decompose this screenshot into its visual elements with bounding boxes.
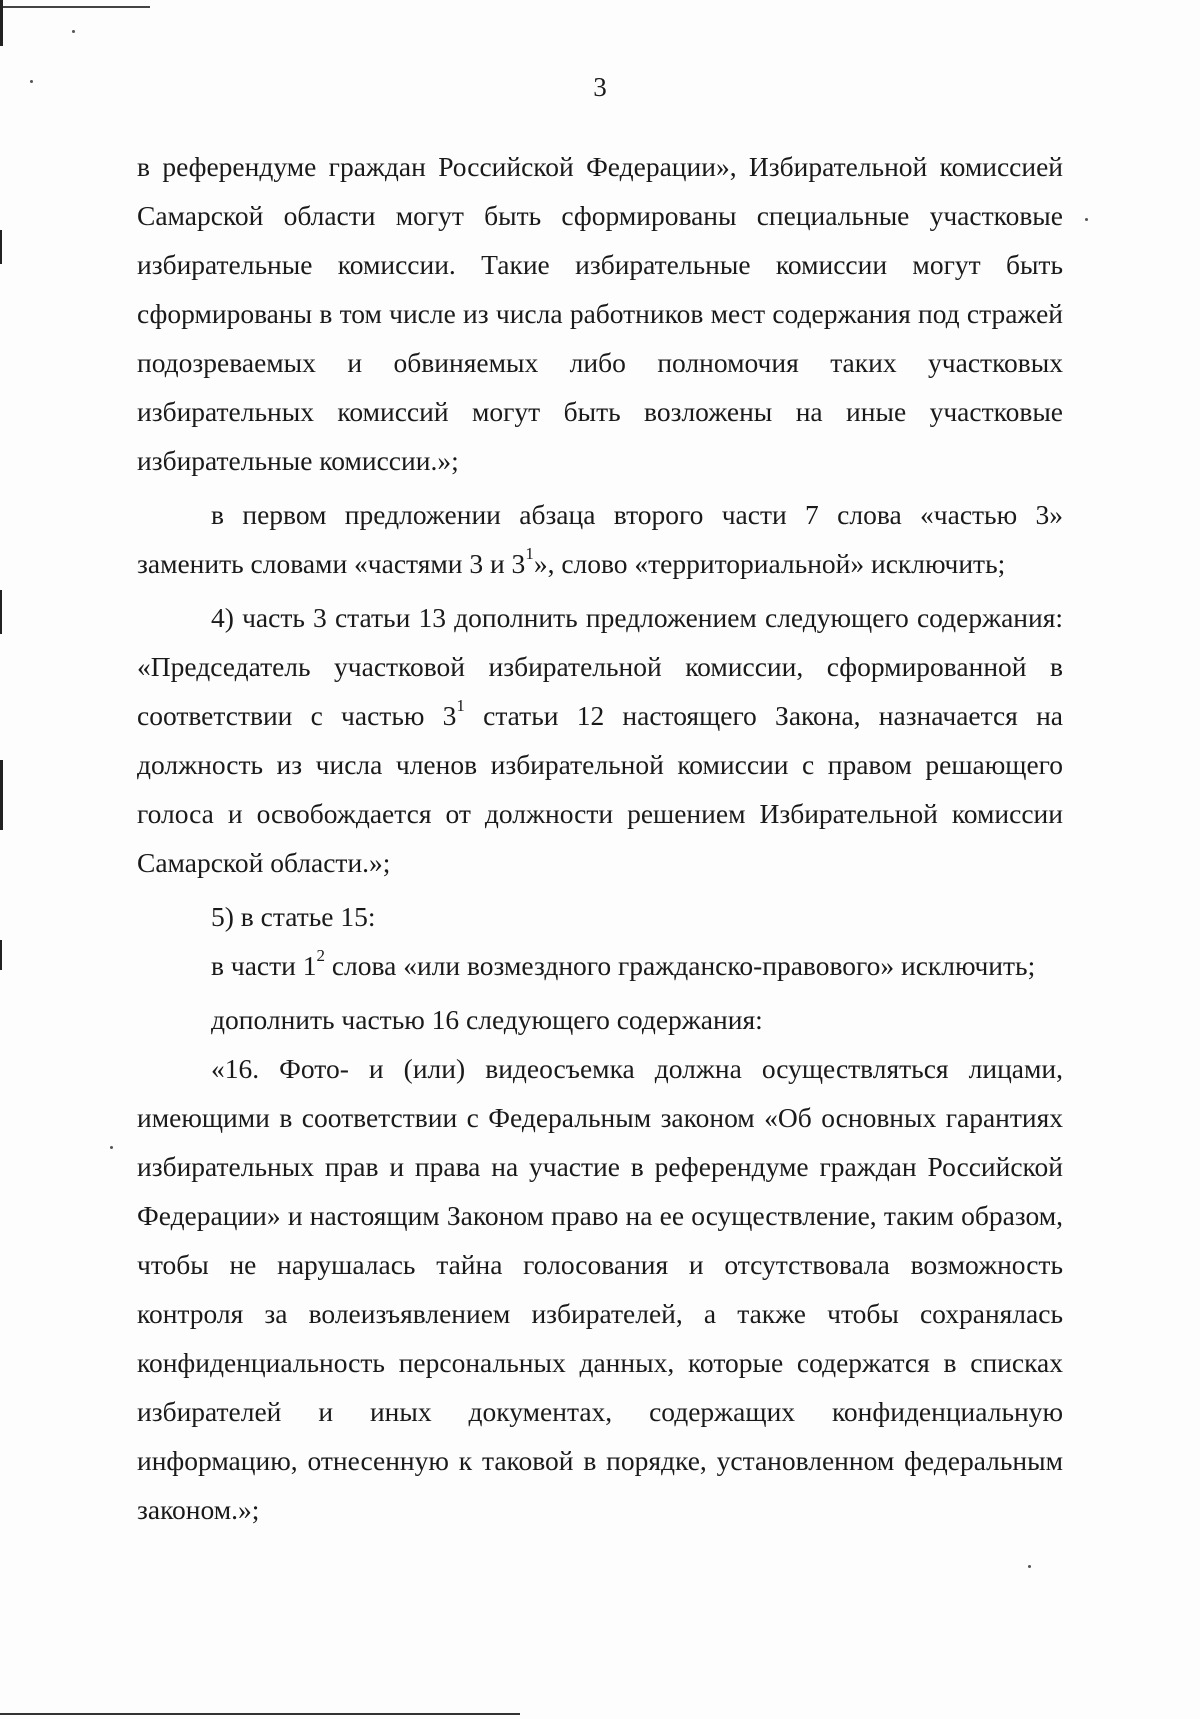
paragraph-text: 4) часть 3 статьи 13 дополнить предложением следующего содержания: «Председатель участковой избирательной комиссии, сформированной в соответствии с частью 3 — [137, 602, 1063, 731]
paragraph-text: в первом предложении абзаца второго части 7 слова «частью 3» заменить словами «частями 3 и 3 — [137, 499, 1063, 579]
paragraph-part-16-text: «16. Фото- и (или) видеосъемка должна осуществляться лицами, имеющими в соответствии с Федеральным законом «Об основных гарантиях избирательных прав и права на участие в референдуме граждан Российской Федерации» и настоящим Законом право на ее осуществление, таким образом, чтобы не нарушалась тайна голосования и отсутствовала возможность контроля за волеизъявлением избирателей, а также чтобы сохранялась конфиденциальность персональных данных, которые содержатся в списках избирателей и иных документах, содержащих конфиденциальную информацию, отнесенную к таковой в порядке, установленном федеральным законом.»; — [137, 1053, 1063, 1525]
scan-artifact-dot — [72, 30, 75, 33]
scan-artifact-top-line — [0, 6, 150, 8]
scan-artifact-left-bar — [0, 0, 3, 46]
paragraph-item-4 — [137, 593, 1063, 887]
paragraph-text: статьи 12 настоящего Закона, назначается на должность из числа членов избирательной комиссии с правом решающего голоса и освобождается от должности решением Избирательной комиссии Самарской области.»; — [137, 700, 1063, 878]
superscript: 2 — [316, 945, 325, 965]
paragraph-part-1-2-amendment — [137, 941, 1063, 990]
scan-artifact-left-bar — [0, 230, 2, 264]
paragraph-item-5: 5) в статье 15: — [211, 901, 376, 932]
paragraph-referendum-continuation: в референдуме граждан Российской Федерации», Избирательной комиссией Самарской области могут быть сформированы специальные участковые избирательные комиссии. Такие избирательные комиссии могут быть сформированы в том числе из числа работников мест содержания под стражей подозреваемых и обвиняемых либо полномочия таких участковых избирательных комиссий могут быть возложены на иные участковые избирательные комиссии.»; — [137, 151, 1063, 476]
paragraph-part-7-amendment — [137, 490, 1063, 588]
paragraph-add-part-16: дополнить частью 16 следующего содержания: — [211, 1004, 763, 1035]
page-number: 3 — [593, 72, 607, 102]
scan-artifact-dot — [1085, 218, 1088, 221]
scan-artifact-left-bar — [0, 940, 2, 970]
superscript: 1 — [525, 543, 534, 563]
scan-artifact-left-bar — [0, 590, 2, 634]
document-body — [137, 142, 1063, 1534]
scan-artifact-bottom-line — [0, 1713, 520, 1715]
paragraph-text: », слово «территориальной» исключить; — [533, 548, 1006, 579]
paragraph-text: слова «или возмездного гражданско-правового» исключить; — [324, 950, 1036, 981]
scan-artifact-dot — [1028, 1565, 1031, 1568]
scan-artifact-dot — [110, 1146, 113, 1149]
superscript: 1 — [456, 695, 465, 715]
scan-artifact-left-bar — [0, 760, 3, 830]
paragraph-text: в части 1 — [211, 950, 317, 981]
